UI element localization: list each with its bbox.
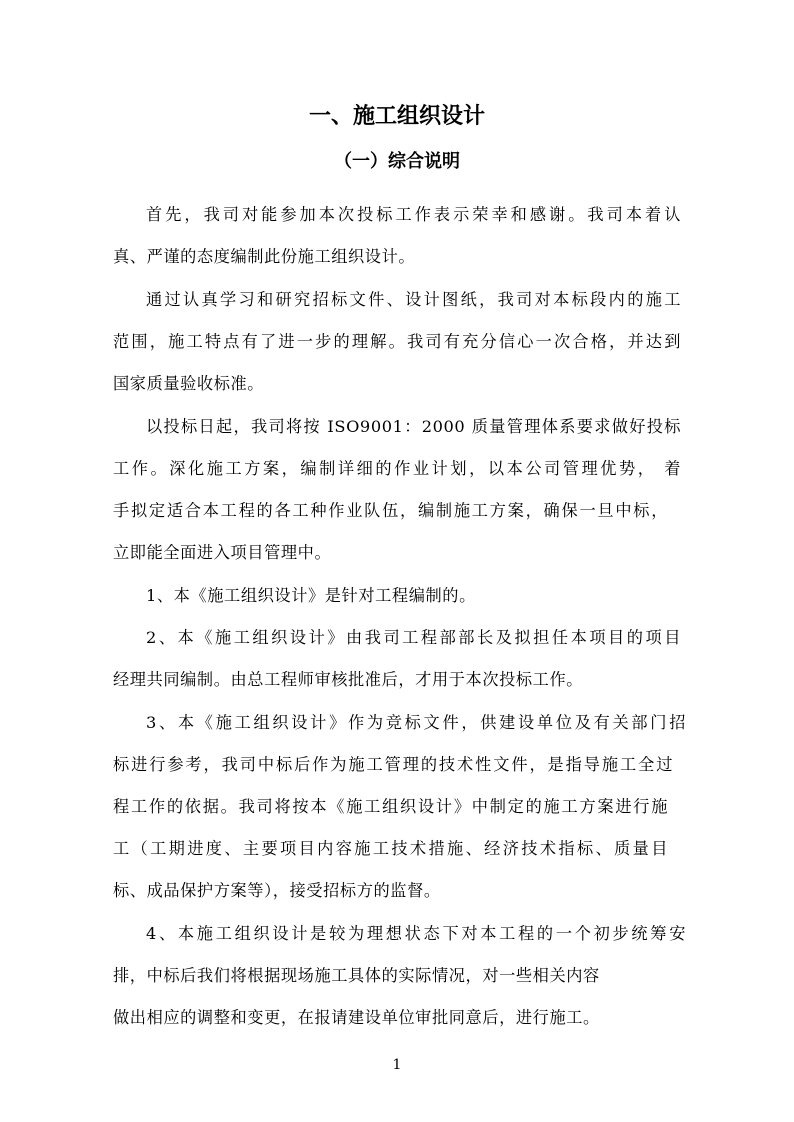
text-line: 国家质量验收标准。	[113, 374, 265, 393]
text-line: 真、严谨的态度编制此份施工组织设计。	[113, 247, 416, 266]
text-line: 经理共同编制。由总工程师审核批准后，才用于本次投标工作。	[113, 670, 584, 689]
text-line: 标、成品保护方案等），接受招标方的监督。	[113, 881, 441, 900]
text-line: 手拟定适合本工程的各工种作业队伍，编制施工方案，确保一旦中标，	[113, 501, 668, 520]
text-line: 2、本《施工组织设计》由我司工程部部长及拟担任本项目的项目	[146, 628, 681, 647]
text-line: 范围，施工特点有了进一步的理解。我司有充分信心一次合格，并达到	[113, 332, 681, 351]
text-line: 排，中标后我们将根据现场施工具体的实际情况，对一些相关内容	[113, 966, 600, 985]
text-line: 立即能全面进入项目管理中。	[113, 543, 332, 562]
text-line: 首先，我司对能参加本次投标工作表示荣幸和感谢。我司本着认	[146, 205, 681, 224]
page-number: 1	[392, 1057, 402, 1073]
text-line: 1、本《施工组织设计》是针对工程编制的。	[146, 586, 476, 605]
text-line: 3、本《施工组织设计》作为竞标文件，供建设单位及有关部门招	[146, 713, 686, 732]
text-line: 4、本施工组织设计是较为理想状态下对本工程的一个初步统筹安	[146, 924, 686, 943]
text-line: 程工作的依据。我司将按本《施工组织设计》中制定的施工方案进行施	[113, 797, 668, 816]
text-line: 做出相应的调整和变更，在报请建设单位审批同意后，进行施工。	[113, 1008, 600, 1027]
subsection-title: （一）综合说明	[334, 151, 460, 172]
text-line: 以投标日起，我司将按 ISO9001：2000 质量管理体系要求做好投标	[146, 417, 681, 436]
section-title: 一、施工组织设计	[308, 104, 485, 129]
text-line: 通过认真学习和研究招标文件、设计图纸，我司对本标段内的施工	[146, 290, 681, 309]
text-line: 工作。深化施工方案，编制详细的作业计划，以本公司管理优势， 着	[113, 459, 681, 478]
text-line: 标进行参考，我司中标后作为施工管理的技术性文件，是指导施工全过	[113, 755, 673, 774]
text-line: 工（工期进度、主要项目内容施工技术措施、经济技术指标、质量目	[113, 839, 668, 858]
